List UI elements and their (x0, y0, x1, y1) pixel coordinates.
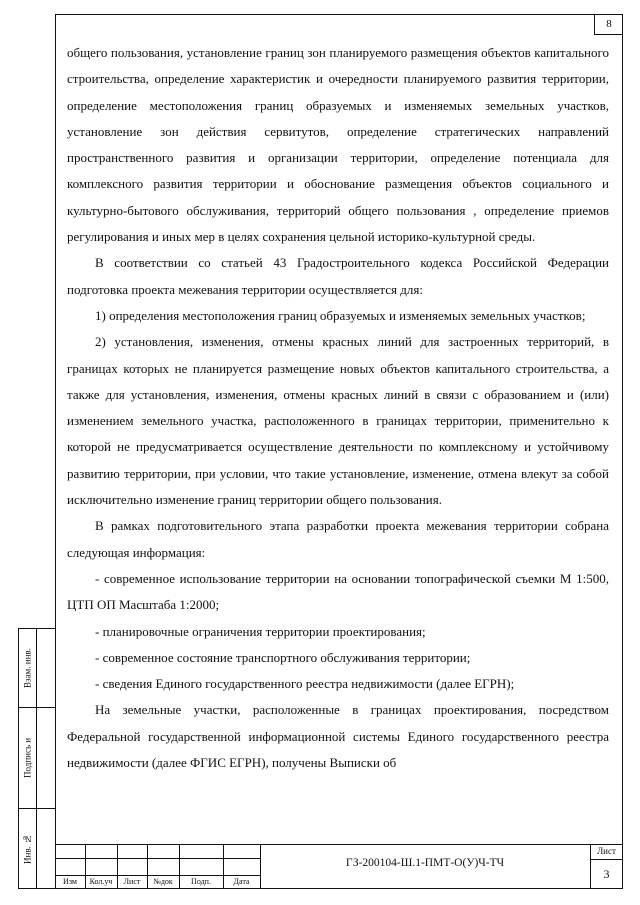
list-item: - современное состояние транспортного обслуживания территории; (95, 649, 471, 665)
title-block (55, 844, 623, 889)
document-body (67, 40, 609, 776)
tb-line (590, 859, 623, 860)
tb-col-izm: Изм (63, 877, 77, 886)
side-label-vzam: Взам. инв. (22, 648, 33, 688)
tb-col-podp: Подп. (191, 877, 211, 886)
tb-col-ndok: №док (153, 877, 173, 886)
list-item: - современное использование территории на основании топографической съемки М 1:500, ЦТП ОП Масштаба 1:2000; (67, 570, 609, 613)
paragraph: 2) установления, изменения, отмены красных линий для застроенных территорий, в границах которых не планируется размещение новых объектов капитального строительства, а также для установления, изменения, отмены красных линий в связи с образованием и (или) изменением земельного участка, расположенного в границах территории, применительно к которой не предусматривается осуществление деятельности по комплексному и устойчивому развитию территории, при условии, что такие установление, изменение, отмена влекут за собой исключительно изменение границ территории общего пользования. (67, 334, 609, 508)
list-item: - планировочные ограничения территории проектирования; (95, 623, 426, 639)
side-label-inv: Инв. № (22, 833, 33, 865)
tb-col-koluch: Кол.уч (89, 877, 113, 886)
paragraph: общего пользования, установление границ зон планируемого размещения объектов капитального строительства, определение характеристик и очередности планируемого развития территории, определение местоположения границ образуемых и изменяемых земельных участков, установление зон действия сервитутов, определение стратегических направлений пространственного развития и организации территории, определение потенциала для комплексного развития территории и обоснование размещения объектов социального и культурно-бытового обслуживания, территорий общего пользования , определение приемов регулирования и иных мер в целях сохранения цельной историко-культурной среды. (67, 45, 609, 245)
sheet-number: 3 (603, 867, 610, 881)
tb-col-data: Дата (233, 877, 250, 886)
list-item: - сведения Единого государственного реестра недвижимости (далее ЕГРН); (95, 676, 515, 692)
side-label-podpis: Подпись и (22, 737, 33, 779)
tb-col-list: Лист (123, 877, 141, 886)
paragraph: В рамках подготовительного этапа разработки проекта межевания территории собрана следующая информация: (67, 518, 609, 560)
document-code: ГЗ-200104-Ш.1-ПМТ-О(У)Ч-ТЧ (345, 857, 505, 869)
paragraph: 1) определения местоположения границ образуемых и изменяемых земельных участков; (95, 307, 586, 323)
side-stamp (18, 628, 55, 889)
sheet-label: Лист (597, 846, 616, 856)
paragraph: В соответствии со статьей 43 Градостроительного кодекса Российской Федерации подготовка проекта межевания территории осуществляется для: (67, 255, 609, 297)
page-number-top: 8 (594, 14, 623, 35)
paragraph: На земельные участки, расположенные в границах проектирования, посредством Федеральной государственной информационной системы Единого государственного реестра недвижимости (далее ФГИС ЕГРН), получены Выписки об (67, 702, 609, 771)
side-stamp-divider (36, 629, 37, 888)
